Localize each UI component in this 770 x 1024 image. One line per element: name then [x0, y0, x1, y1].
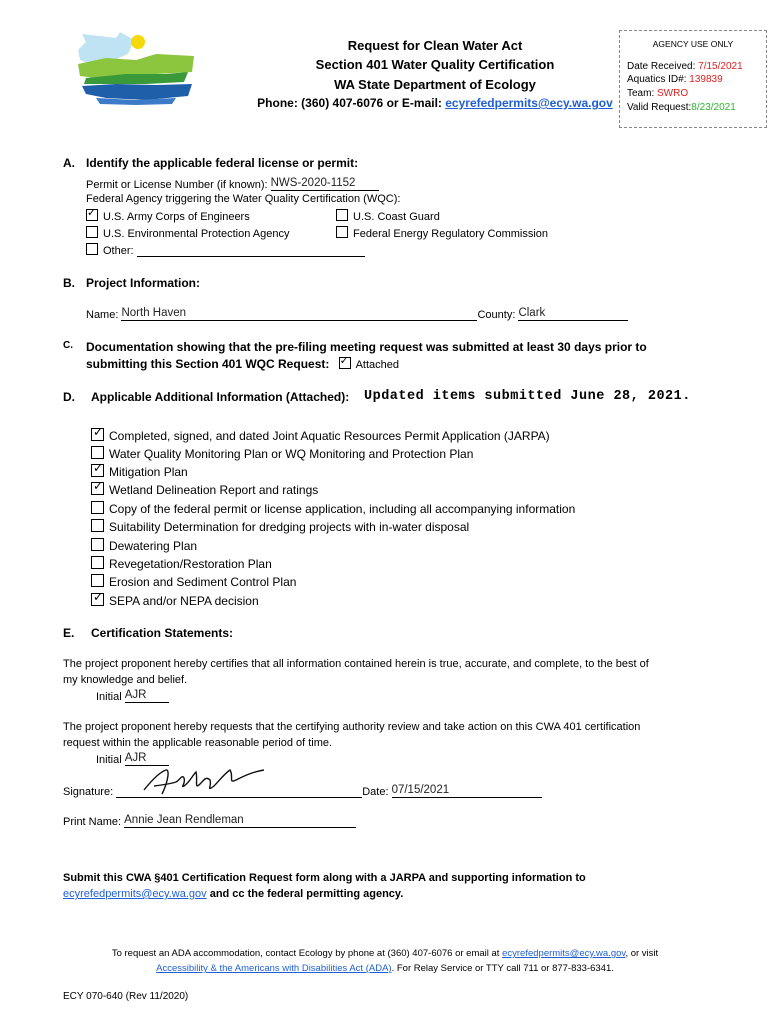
doc-item-jarpa[interactable]	[91, 428, 550, 443]
section-d-letter: D.	[63, 390, 75, 404]
ferc-label: Federal Energy Regulatory Commission	[353, 228, 549, 240]
dewatering-checkbox[interactable]	[91, 538, 104, 551]
signature-label: Signature:	[63, 786, 117, 798]
section-c-line2: submitting this Section 401 WQC Request:	[86, 357, 330, 371]
section-c-line1: Documentation showing that the pre-filing meeting request was submitted at least 30 days prior to	[86, 340, 647, 354]
statement1-line1: The project proponent hereby certifies that all information contained herein is true, accurate, and complete, to the best of	[63, 658, 649, 670]
date-received-row	[627, 61, 743, 72]
doc-item-revegetation[interactable]	[91, 556, 272, 571]
erosion-checkbox[interactable]	[91, 574, 104, 587]
ada-email-link[interactable]: ecyrefedpermits@ecy.wa.gov	[502, 948, 626, 959]
other-checkbox[interactable]	[86, 243, 98, 255]
erosion-label: Erosion and Sediment Control Plan	[109, 575, 297, 589]
ada-line1-text: To request an ADA accommodation, contact Ecology by phone at (360) 407-6076 or email at	[111, 948, 503, 959]
section-b-title: Project Information:	[86, 276, 201, 290]
initial2-row	[96, 752, 169, 766]
sepa-label: SEPA and/or NEPA decision	[109, 594, 259, 608]
agency-option-coast-guard[interactable]	[336, 209, 440, 223]
valid-request-row	[627, 102, 736, 113]
wetland-label: Wetland Delineation Report and ratings	[109, 483, 319, 497]
doc-item-suitability[interactable]	[91, 519, 469, 534]
initial2-field[interactable]: AJR	[125, 752, 169, 766]
doc-item-sepa[interactable]	[91, 593, 259, 608]
county-field[interactable]: Clark	[518, 307, 628, 321]
coast-guard-label: U.S. Coast Guard	[353, 211, 440, 223]
handwritten-signature	[140, 766, 270, 800]
project-name-row	[86, 307, 628, 321]
ada-link[interactable]: Accessibility & the Americans with Disabilities Act (ADA)	[156, 963, 392, 974]
wq-plan-label: Water Quality Monitoring Plan or WQ Monitoring and Protection Plan	[109, 447, 474, 461]
revegetation-label: Revegetation/Restoration Plan	[109, 557, 272, 571]
submit-line1: Submit this CWA §401 Certification Request form along with a JARPA and supporting information to	[63, 872, 586, 884]
suitability-checkbox[interactable]	[91, 519, 104, 532]
valid-request-label: Valid Request:	[627, 102, 692, 113]
project-name-label: Name:	[86, 309, 122, 321]
section-e-letter: E.	[63, 626, 75, 640]
submit-line2-text: and cc the federal permitting agency.	[206, 888, 404, 900]
date-received-value: 7/15/2021	[698, 61, 743, 72]
section-d-title: Applicable Additional Information (Attached):	[91, 390, 350, 404]
form-title-line2: Section 401 Water Quality Certification	[315, 57, 555, 72]
print-name-label: Print Name:	[63, 816, 125, 828]
doc-item-dewatering[interactable]	[91, 538, 197, 553]
submit-email-link[interactable]: ecyrefedpermits@ecy.wa.gov	[63, 888, 207, 900]
permit-number-label: Permit or License Number (if known):	[86, 179, 271, 191]
section-c-letter: C.	[63, 340, 73, 351]
agency-option-other[interactable]	[86, 243, 365, 257]
ada-line1-end: , or visit	[625, 948, 659, 959]
federal-agency-label: Federal Agency triggering the Water Quality Certification (WQC):	[86, 193, 401, 205]
other-agency-field[interactable]	[137, 243, 365, 257]
date-received-label: Date Received:	[627, 61, 699, 72]
contact-email-link[interactable]: ecyrefedpermits@ecy.wa.gov	[445, 96, 613, 110]
initial2-label: Initial	[96, 754, 125, 766]
signature-row	[63, 784, 542, 798]
section-e-title: Certification Statements:	[91, 626, 234, 640]
army-corps-checkbox[interactable]	[86, 209, 98, 221]
form-title-line3: WA State Department of Ecology	[334, 77, 536, 92]
contact-phone: Phone: (360) 407-6076 or E-mail:	[257, 96, 446, 110]
doc-item-erosion[interactable]	[91, 574, 296, 589]
county-label: County:	[477, 309, 519, 321]
ecology-logo	[76, 30, 196, 106]
contact-line	[250, 96, 620, 110]
section-b-letter: B.	[63, 276, 75, 290]
valid-request-value: 8/23/2021	[691, 102, 736, 113]
federal-permit-checkbox[interactable]	[91, 501, 104, 514]
agency-option-army-corps[interactable]	[86, 209, 250, 223]
ada-line2	[60, 963, 710, 974]
epa-checkbox[interactable]	[86, 226, 98, 238]
prefiling-attached-checkbox[interactable]	[339, 357, 351, 369]
aquatics-id-label: Aquatics ID#:	[627, 74, 690, 85]
statement2-line2: request within the applicable reasonable period of time.	[63, 737, 333, 749]
section-a-letter: A.	[63, 156, 75, 170]
permit-number-row	[86, 177, 379, 191]
army-corps-label: U.S. Army Corps of Engineers	[103, 211, 250, 223]
permit-number-field[interactable]: NWS-2020-1152	[271, 177, 379, 191]
submit-line2	[63, 888, 403, 900]
doc-item-wetland[interactable]	[91, 482, 318, 497]
wq-plan-checkbox[interactable]	[91, 446, 104, 459]
team-label: Team:	[627, 88, 658, 99]
jarpa-label: Completed, signed, and dated Joint Aquatic Resources Permit Application (JARPA)	[109, 429, 550, 443]
aquatics-id-row	[627, 74, 723, 85]
ada-line1	[60, 948, 710, 959]
aquatics-id-value: 139839	[689, 74, 723, 85]
wetland-checkbox[interactable]	[91, 482, 104, 495]
sepa-checkbox[interactable]	[91, 593, 104, 606]
print-name-field[interactable]: Annie Jean Rendleman	[124, 814, 356, 828]
federal-permit-label: Copy of the federal permit or license application, including all accompanying information	[109, 502, 576, 516]
initial1-field[interactable]: AJR	[125, 689, 169, 703]
coast-guard-checkbox[interactable]	[336, 209, 348, 221]
ferc-checkbox[interactable]	[336, 226, 348, 238]
suitability-label: Suitability Determination for dredging projects with in-water disposal	[109, 520, 470, 534]
form-title-line1: Request for Clean Water Act	[347, 38, 523, 53]
attached-label: Attached	[355, 359, 399, 371]
team-row	[627, 88, 688, 99]
mitigation-label: Mitigation Plan	[109, 465, 188, 479]
agency-use-title: AGENCY USE ONLY	[652, 39, 734, 49]
other-label: Other:	[103, 245, 134, 257]
form-id: ECY 070-640 (Rev 11/2020)	[63, 991, 189, 1002]
statement2-line1: The project proponent hereby requests that the certifying authority review and take action on this CWA 401 certification	[63, 721, 641, 733]
jarpa-checkbox[interactable]	[91, 428, 104, 441]
signature-date-field[interactable]: 07/15/2021	[392, 784, 542, 798]
doc-item-wq-plan[interactable]	[91, 446, 473, 461]
agency-option-ferc[interactable]	[336, 226, 548, 240]
section-a-title: Identify the applicable federal license or permit:	[86, 156, 359, 170]
doc-item-mitigation[interactable]	[91, 464, 188, 479]
mitigation-checkbox[interactable]	[91, 464, 104, 477]
team-value: SWRO	[657, 88, 689, 99]
signature-date-label: Date:	[362, 786, 392, 798]
section-c-line2-row	[86, 357, 399, 371]
agency-option-epa[interactable]	[86, 226, 289, 240]
initial1-row	[96, 689, 169, 703]
section-d-note: Updated items submitted June 28, 2021.	[364, 389, 691, 404]
doc-item-federal-permit[interactable]	[91, 501, 575, 516]
revegetation-checkbox[interactable]	[91, 556, 104, 569]
initial1-label: Initial	[96, 691, 125, 703]
statement1-line2: my knowledge and belief.	[63, 674, 188, 686]
project-name-field[interactable]: North Haven	[121, 307, 477, 321]
print-name-row	[63, 814, 356, 828]
epa-label: U.S. Environmental Protection Agency	[103, 228, 290, 240]
ada-line2-text: . For Relay Service or TTY call 711 or 877-833-6341.	[391, 963, 614, 974]
agency-use-box	[619, 30, 767, 128]
dewatering-label: Dewatering Plan	[109, 539, 198, 553]
